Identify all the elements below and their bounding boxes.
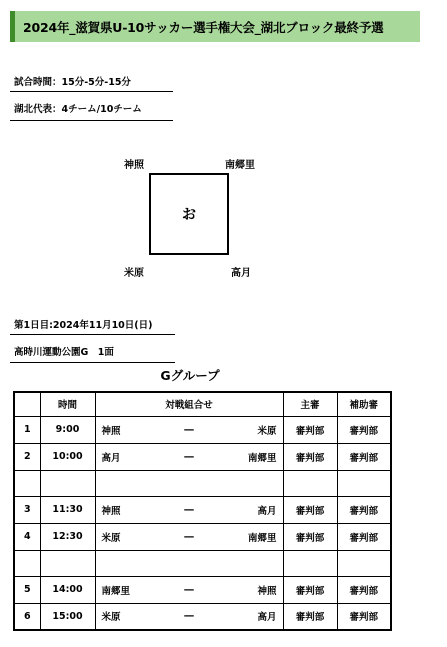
date-text: 第1日目:2024年11月10日(日) — [14, 320, 153, 331]
team-top-left: 神照 — [124, 160, 144, 171]
away-team: 南郷里 — [247, 452, 277, 464]
header-match: 対戦組合せ — [95, 392, 283, 416]
representatives-underline — [10, 120, 173, 121]
match-pairing — [95, 576, 283, 603]
match-number: 6 — [14, 603, 40, 630]
table-row — [14, 416, 391, 443]
home-team: 神照 — [101, 425, 121, 437]
table-header-row — [14, 392, 391, 416]
match-time: 11:30 — [40, 496, 95, 523]
versus-dash: ― — [184, 610, 194, 622]
team-bottom-left: 米原 — [124, 268, 144, 279]
table-row — [14, 496, 391, 523]
table-row — [14, 523, 391, 550]
match-pairing — [95, 443, 283, 470]
match-time: 12:30 — [40, 523, 95, 550]
away-team: 神照 — [257, 585, 277, 597]
header-assistant: 補助審 — [337, 392, 391, 416]
venue-text: 高時川運動公園G 1面 — [14, 347, 114, 358]
representatives-text: 湖北代表：4チーム/10チーム — [14, 104, 142, 115]
match-time: 15:00 — [40, 603, 95, 630]
team-top-right: 南郷里 — [225, 160, 255, 171]
date-underline — [10, 334, 175, 335]
match-time: 14:00 — [40, 576, 95, 603]
group-title: Gグループ — [160, 368, 220, 383]
referee: 審判部 — [283, 523, 337, 550]
assistant-referee: 審判部 — [337, 416, 391, 443]
assistant-referee: 審判部 — [337, 523, 391, 550]
table-empty-row — [14, 470, 391, 496]
match-time-underline — [10, 91, 173, 92]
table-row — [14, 603, 391, 630]
assistant-referee: 審判部 — [337, 496, 391, 523]
home-team: 米原 — [101, 612, 121, 624]
page-title-banner — [10, 11, 420, 42]
header-time: 時間 — [40, 392, 95, 416]
assistant-referee: 審判部 — [337, 576, 391, 603]
team-bottom-right: 高月 — [231, 268, 251, 279]
versus-dash: ― — [184, 584, 194, 595]
away-team: 高月 — [257, 612, 277, 624]
venue-underline — [10, 362, 175, 363]
referee: 審判部 — [283, 603, 337, 630]
table-row — [14, 443, 391, 470]
away-team: 米原 — [257, 425, 277, 437]
referee: 審判部 — [283, 416, 337, 443]
table-row — [14, 576, 391, 603]
versus-dash: ― — [184, 504, 194, 515]
match-pairing — [95, 603, 283, 630]
match-number: 1 — [14, 416, 40, 443]
match-time-text: 試合時間：15分-5分-15分 — [14, 77, 131, 88]
away-team: 南郷里 — [247, 532, 277, 544]
header-referee: 主審 — [283, 392, 337, 416]
assistant-referee: 審判部 — [337, 443, 391, 470]
match-number: 2 — [14, 443, 40, 470]
referee: 審判部 — [283, 496, 337, 523]
versus-dash: ― — [184, 424, 194, 435]
versus-dash: ― — [184, 531, 194, 542]
assistant-referee: 審判部 — [337, 603, 391, 630]
referee: 審判部 — [283, 443, 337, 470]
home-team: 南郷里 — [101, 585, 131, 597]
table-empty-row — [14, 550, 391, 576]
page-title: 2024年_滋賀県U-10サッカー選手権大会_湖北ブロック最終予選 — [23, 19, 384, 35]
referee: 審判部 — [283, 576, 337, 603]
league-diagram-label: お — [182, 207, 196, 223]
schedule-table — [13, 391, 392, 631]
home-team: 高月 — [101, 452, 121, 464]
match-number: 4 — [14, 523, 40, 550]
match-number: 3 — [14, 496, 40, 523]
match-number: 5 — [14, 576, 40, 603]
home-team: 米原 — [101, 532, 121, 544]
home-team: 神照 — [101, 505, 121, 517]
match-pairing — [95, 416, 283, 443]
match-pairing — [95, 496, 283, 523]
away-team: 高月 — [257, 505, 277, 517]
match-pairing — [95, 523, 283, 550]
versus-dash: ― — [184, 451, 194, 462]
match-time: 9:00 — [40, 416, 95, 443]
match-time: 10:00 — [40, 443, 95, 470]
header-no — [14, 392, 40, 416]
